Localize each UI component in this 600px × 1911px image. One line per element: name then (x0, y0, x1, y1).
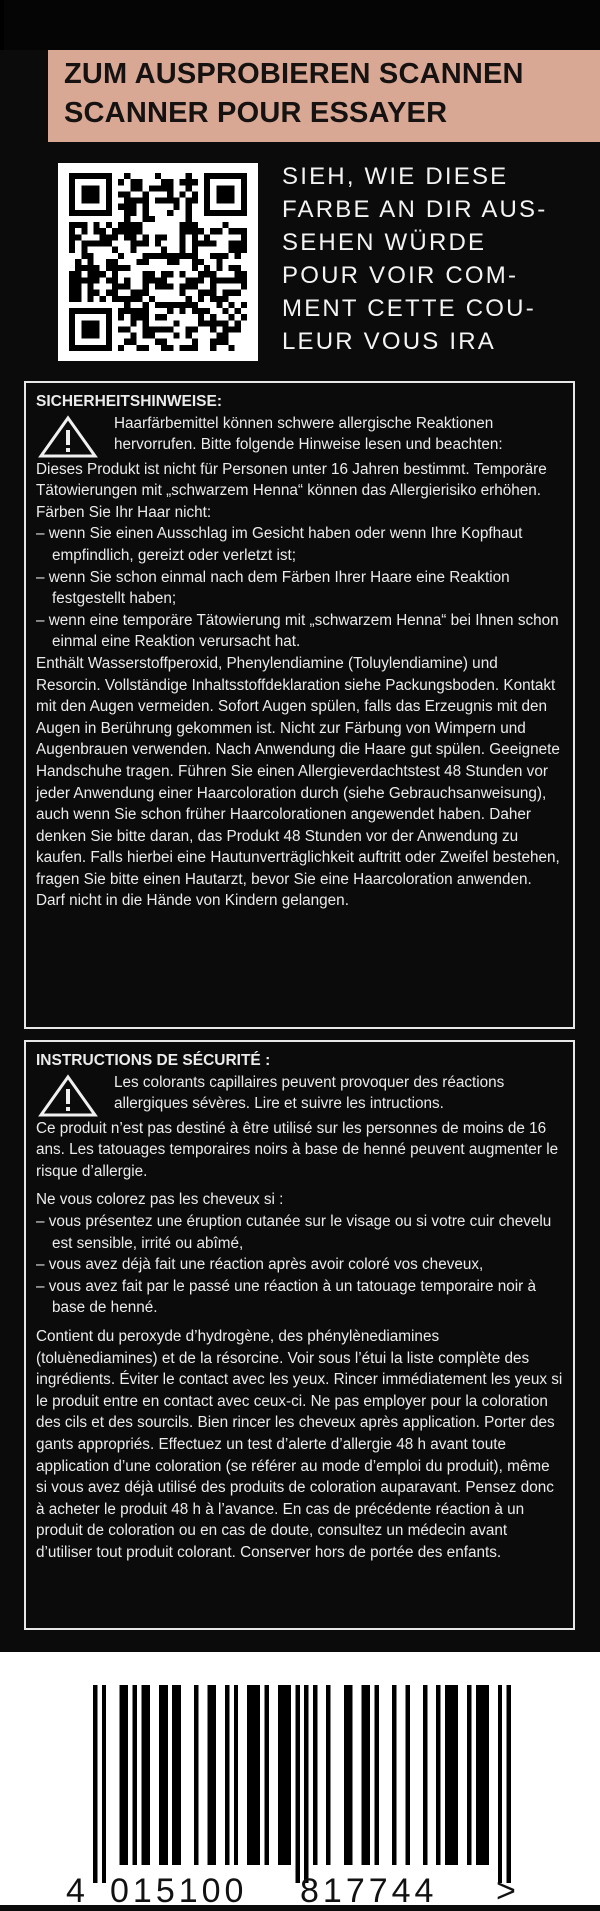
barcode-bar (348, 1685, 352, 1865)
barcode-bar (282, 1685, 286, 1865)
barcode-bar (344, 1685, 348, 1865)
barcode-bar (141, 1685, 145, 1865)
banner-line-fr: SCANNER POUR ESSAYER (64, 97, 448, 129)
barcode-bar (212, 1685, 216, 1865)
barcode-bar (313, 1685, 317, 1865)
barcode-bar (265, 1685, 269, 1865)
bullet-de: – wenn Sie einen Ausschlag im Gesicht haben oder wenn Ihre Kopfhaut empfindlich, gereizt oder verletzt ist; (36, 525, 523, 564)
bullet-de: – wenn eine temporäre Tätowierung mit „schwarzem Henna“ bei Ihnen schon einmal eine Reaktion verursacht hat. (36, 611, 559, 651)
banner-line-de: ZUM AUSPROBIEREN SCANNEN (64, 58, 524, 90)
barcode-bar (119, 1685, 123, 1865)
safety-box-de (24, 381, 575, 1029)
barcode-left-group: 015100 (110, 1872, 248, 1910)
warning-text-de: Haarfärbemittel können schwere allergische Reaktionen hervorrufen. Bitte folgende Hinweise lesen und beachten: (114, 414, 503, 454)
barcode-bar (124, 1685, 128, 1865)
barcode-bar (102, 1685, 106, 1883)
try-on-line: LEUR VOUS IRA (282, 328, 496, 355)
barcode-bar (445, 1685, 449, 1865)
children-notice-de: Darf nicht in die Hände von Kindern gelangen. (36, 892, 349, 910)
barcode-bar (159, 1685, 163, 1865)
do-not-fr: Ne vous colorez pas les cheveux si : (36, 1191, 284, 1209)
bullet-fr: – vous présentez une éruption cutanée sur le visage ou si votre cuir chevelu est sensible, irrité ou abîmé, (36, 1212, 552, 1252)
barcode-bar (480, 1685, 484, 1865)
barcode-bar (476, 1685, 480, 1865)
try-on-line: POUR VOIR COM- (282, 262, 519, 289)
barcode-bar (234, 1685, 238, 1865)
safety-heading-de: SICHERHEITSHINWEISE: (36, 393, 223, 410)
barcode-bar (177, 1685, 181, 1865)
barcode-bar (392, 1685, 396, 1865)
barcode-first-digit: 4 (66, 1872, 89, 1910)
barcode-bar (247, 1685, 251, 1865)
age-notice-fr: Ce produit n’est pas destiné à être utilisé sur les personnes de moins de 16 ans. Les tatouages temporaires noirs à base de henné peuvent augmenter le risque d’allergie. (36, 1119, 559, 1180)
qr-code[interactable] (58, 163, 258, 361)
barcode-bar (498, 1685, 502, 1883)
barcode-bar (146, 1685, 150, 1865)
try-on-line: MENT CETTE COU- (282, 295, 536, 322)
try-on-line: FARBE AN DIR AUS- (282, 196, 548, 223)
barcode-right-group: 817744 (300, 1872, 438, 1910)
barcode-bar (133, 1685, 137, 1865)
barcode-bar (172, 1685, 176, 1865)
barcode-bar (375, 1685, 379, 1865)
age-notice-de: Dieses Produkt ist nicht für Personen unter 16 Jahren bestimmt. Temporäre Tätowierungen mit „schwarzem Henna“ können das Allergierisiko erhöhen. (36, 460, 547, 500)
barcode-bar (295, 1685, 299, 1883)
barcode-bar (326, 1685, 330, 1865)
warning-row-de (36, 413, 563, 459)
barcode-bar (361, 1685, 365, 1865)
safety-box-fr (24, 1040, 575, 1630)
barcode-end-mark: > (496, 1872, 516, 1910)
do-not-de: Färben Sie Ihr Haar nicht: (36, 503, 212, 521)
barcode (0, 1652, 600, 1910)
barcode-bar (225, 1685, 229, 1865)
body-text-fr: Contient du peroxyde d’hydrogène, des phénylènediamines (toluènediamines) et de la résorcine. Voir sous l’étui la liste complète des ingrédients. Éviter le contact avec les yeux. Rincer immédiatement les yeux si le produit entre en contact avec ceux-ci. Ne pas employer pour la coloration des cils et des sourcils. Bien rincer les cheveux après application. Porter des gants appropriés. Effectuez un test d’alerte d’allergie 48 h avant toute application d’une coloration (se référer au mode d’emploi du produit), même si vous avez déjà utilisé des produits de coloration auparavant. Pensez donc à acheter le produit 48 h à l’avance. En cas de précédente réaction à un produit de coloration ou en cas de doute, consultez un médecin avant d’utiliser tout produit colorant. Conserver hors de portée des enfants. (36, 1327, 563, 1561)
barcode-bar (405, 1685, 409, 1865)
barcode-bar (436, 1685, 440, 1865)
warning-triangle-icon (38, 1074, 98, 1118)
barcode-bar (485, 1685, 489, 1865)
barcode-bar (256, 1685, 260, 1865)
barcode-bar (454, 1685, 458, 1865)
barcode-bar (194, 1685, 198, 1865)
barcode-bar (163, 1685, 167, 1865)
barcode-bar (278, 1685, 282, 1865)
bullet-de: – wenn Sie schon einmal nach dem Färben Ihrer Haare eine Reaktion festgestellt haben; (36, 568, 510, 608)
barcode-bar (423, 1685, 427, 1865)
bullet-fr: – vous avez déjà fait une réaction après avoir coloré vos cheveux, (36, 1256, 484, 1274)
warning-triangle-icon (38, 415, 98, 459)
warning-row-fr (36, 1072, 563, 1118)
barcode-bar (467, 1685, 471, 1865)
try-on-text (282, 160, 587, 358)
scan-banner (48, 50, 600, 142)
barcode-bar (304, 1685, 308, 1883)
try-on-line: SEHEN WÜRDE (282, 229, 487, 256)
safety-heading-fr: INSTRUCTIONS DE SÉCURITÉ : (36, 1052, 271, 1069)
body-text-de: Enthält Wasserstoffperoxid, Phenylendiamine (Toluylendiamine) und Resorcin. Vollständige Inhaltsstoffdeklaration siehe Packungsboden. Kontakt mit den Augen vermeiden. Sofort Augen spülen, falls das Erzeugnis mit den Augen in Berührung gekommen ist. Nicht zur Färbung von Wimpern und Augenbrauen verwenden. Nach Anwendung die Haare gut spülen. Geeignete Handschuhe tragen. Führen Sie einen Allergieverdachtstest 48 Stunden vor jeder Anwendung einer Haarcoloration durch (siehe Gebrauchsanweisung), auch wenn Sie schon früher Haarcolorationen angewendet haben. Daher denken Sie bitte daran, das Produkt 48 Stunden vor der Anwendung zu kaufen. Falls hierbei eine Hautunverträglichkeit auftritt oder Zweifel bestehen, fragen Sie bitte einen Hautarzt, bevor Sie eine Haarcoloration anwenden. (36, 654, 560, 888)
barcode-bar (507, 1685, 511, 1883)
barcode-bar (207, 1685, 211, 1865)
barcode-bar (366, 1685, 370, 1865)
warning-text-fr: Les colorants capillaires peuvent provoquer des réactions allergiques sévères. Lire et suivre les intructions. (114, 1073, 505, 1113)
barcode-bar (287, 1685, 291, 1865)
bullet-fr: – vous avez fait par le passé une réaction à un tatouage temporaire noir à base de henné. (36, 1277, 537, 1317)
barcode-bar (251, 1685, 255, 1865)
barcode-bar (449, 1685, 453, 1865)
barcode-bar (93, 1685, 97, 1883)
top-strip (0, 0, 600, 50)
try-on-line: SIEH, WIE DIESE (282, 163, 509, 190)
